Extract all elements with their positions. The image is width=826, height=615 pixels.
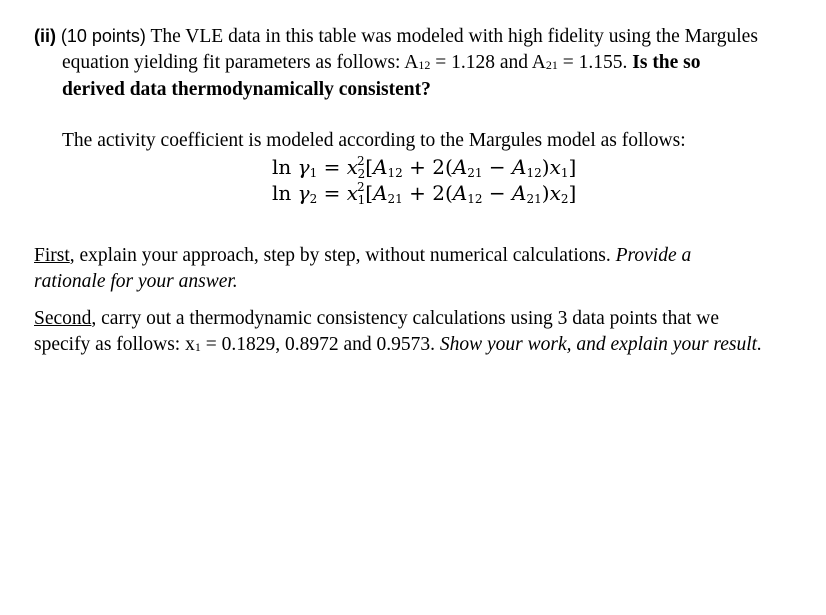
second-line-1 [34, 306, 719, 332]
margules-equation-2: $\ln \gamma 2 = x^2_1[A21 + 2(A12 - A21)x2]$ [272, 180, 577, 207]
model-intro [62, 128, 686, 154]
a12-value: = 1.128 and A [430, 52, 546, 73]
first-italic-2: rationale for your answer. [34, 271, 238, 292]
margules-equation-1: $\ln \gamma 1 = x^2_2[A12 + 2(A21 - A12)x1]$ [272, 154, 577, 181]
question-text-1: The VLE data in this table was modeled with high fidelity using the Margules [150, 26, 758, 47]
first-text: , explain your approach, step by step, without numerical calculations. [69, 245, 616, 266]
a21-subscript: 21 [545, 58, 558, 72]
first-line-2 [34, 269, 238, 295]
question-line-3 [62, 77, 431, 103]
first-label: First [34, 245, 70, 266]
question-bold-2: derived data thermodynamically consistent? [62, 79, 431, 100]
second-line-2 [34, 332, 762, 359]
a12-subscript: 12 [418, 58, 431, 72]
a21-value: = 1.155. [557, 52, 633, 73]
x1-subscript: 1 [194, 340, 201, 354]
first-italic-1: Provide a [615, 245, 692, 266]
second-italic: Show your work, and explain your result. [439, 334, 762, 355]
question-points: (10 points) [60, 26, 146, 46]
second-text: , carry out a thermodynamic consistency calculations using 3 data points that we [91, 308, 720, 329]
second-values: = 0.1829, 0.8972 and 0.9573. [200, 334, 440, 355]
question-bold-1: Is the so [632, 52, 701, 73]
question-label: (ii) [34, 26, 56, 46]
second-label: Second [34, 308, 92, 329]
model-intro-text: The activity coefficient is modeled according to the Margules model as follows: [62, 130, 686, 151]
question-line-2 [62, 50, 701, 77]
question-text-2: equation yielding fit parameters as follows: A [62, 52, 419, 73]
second-text-2: specify as follows: x [34, 334, 195, 355]
question-line-1 [34, 23, 758, 50]
first-line-1 [34, 243, 691, 269]
